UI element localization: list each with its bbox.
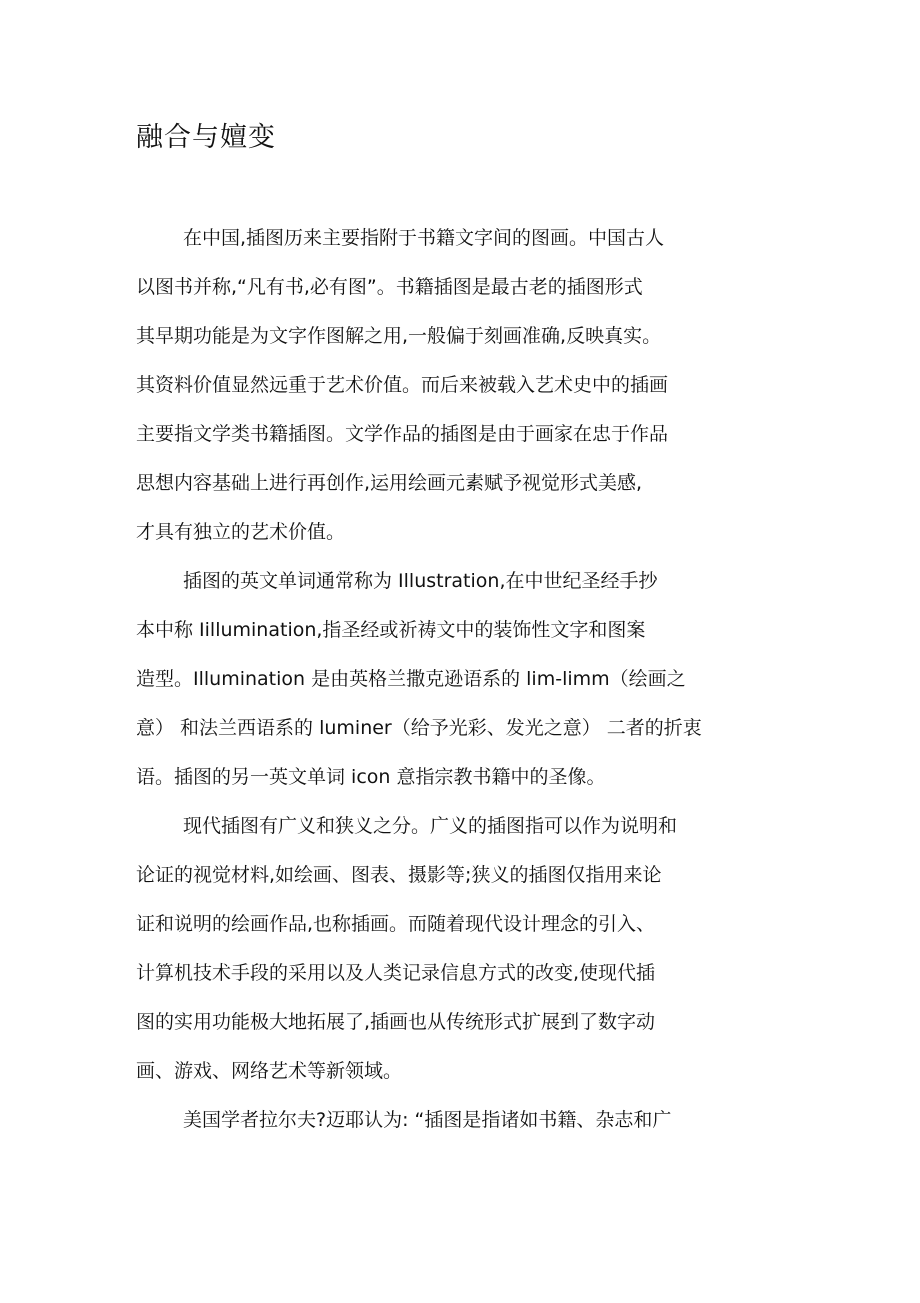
- paragraph-line: 美国学者拉尔夫?迈耶认为: “插图是指诸如书籍、杂志和广: [183, 1109, 672, 1131]
- paragraph-line: 画、游戏、网络艺术等新领域。: [136, 1060, 403, 1082]
- paragraph-line: 才具有独立的艺术价值。: [136, 521, 346, 543]
- paragraph-line: 造型。Illumination 是由英格兰撒克逊语系的 lim-limm（绘画之: [136, 668, 686, 690]
- paragraph-line: 图的实用功能极大地拓展了,插画也从传统形式扩展到了数字动: [136, 1011, 656, 1033]
- paragraph-line: 其资料价值显然远重于艺术价值。而后来被载入艺术史中的插画: [136, 374, 669, 396]
- page-title: 融合与嬗变: [136, 122, 276, 153]
- paragraph-line: 其早期功能是为文字作图解之用,一般偏于刻画准确,反映真实。: [136, 325, 662, 347]
- paragraph-line: 主要指文学类书籍插图。文学作品的插图是由于画家在忠于作品: [136, 423, 669, 445]
- paragraph-line: 现代插图有广义和狭义之分。广义的插图指可以作为说明和: [183, 815, 678, 837]
- paragraph-line: 意） 和法兰西语系的 luminer（给予光彩、发光之意） 二者的折衷: [136, 717, 702, 739]
- paragraph-line: 语。插图的另一英文单词 icon 意指宗教书籍中的圣像。: [136, 766, 606, 788]
- paragraph-line: 计算机技术手段的采用以及人类记录信息方式的改变,使现代插: [136, 962, 656, 984]
- paragraph-line: 插图的英文单词通常称为 Illustration,在中世纪圣经手抄: [183, 570, 658, 592]
- paragraph-line: 证和说明的绘画作品,也称插画。而随着现代设计理念的引入、: [136, 913, 656, 935]
- paragraph-line: 本中称 Iillumination,指圣经或祈祷文中的装饰性文字和图案: [136, 619, 646, 641]
- paragraph-line: 论证的视觉材料,如绘画、图表、摄影等;狭义的插图仅指用来论: [136, 864, 662, 886]
- paragraph-line: 在中国,插图历来主要指附于书籍文字间的图画。中国古人: [183, 227, 665, 249]
- paragraph-line: 思想内容基础上进行再创作,运用绘画元素赋予视觉形式美感,: [136, 472, 643, 494]
- paragraph-line: 以图书并称,“凡有书,必有图”。书籍插图是最古老的插图形式: [136, 276, 643, 298]
